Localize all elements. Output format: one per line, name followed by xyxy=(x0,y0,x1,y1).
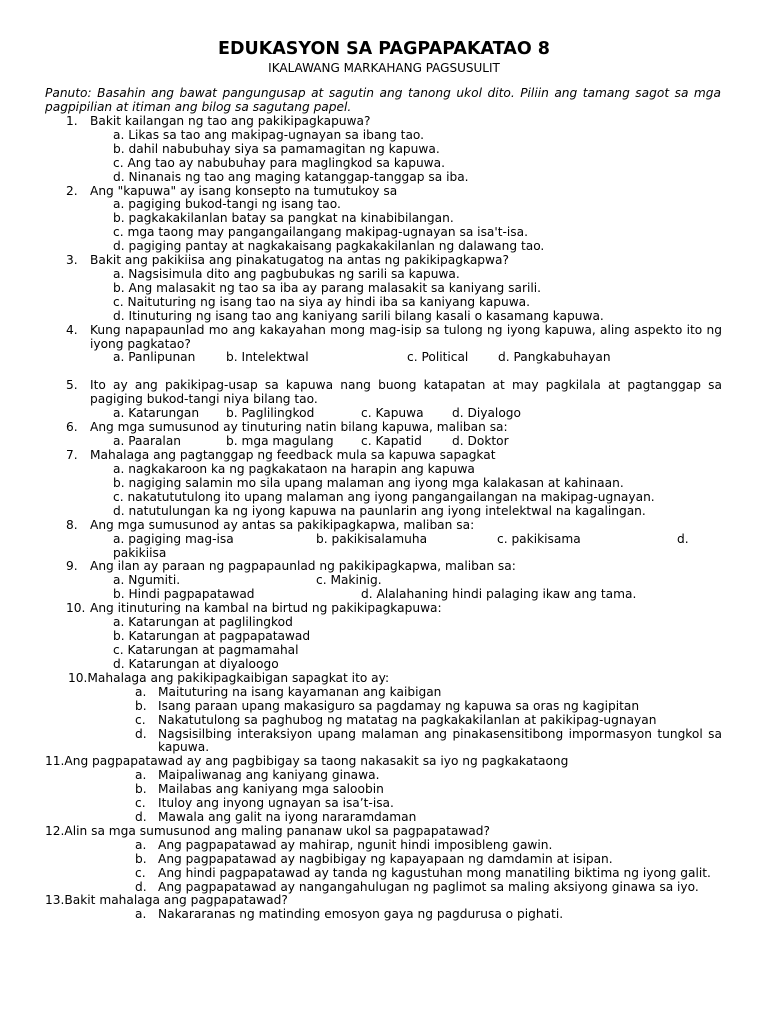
question-number: 13. xyxy=(45,893,65,908)
option: a. Katarungan xyxy=(113,406,200,421)
option: c. Katarungan at pagmamahal xyxy=(113,643,299,658)
question-text: Ang itinuturing na kambal na birtud ng pakikipagkapuwa: xyxy=(90,601,442,616)
option xyxy=(0,783,722,797)
question-number: 9. xyxy=(66,559,78,574)
option: c. Kapuwa xyxy=(361,406,424,421)
question-text: Ang "kapuwa" ay isang konsepto na tumutukoy sa xyxy=(90,183,398,198)
question-number: 12. xyxy=(45,823,65,838)
option-continued: pakikiisa xyxy=(113,545,167,560)
question-1 xyxy=(0,115,722,129)
question-number: 7. xyxy=(66,448,78,463)
question-number: 2. xyxy=(66,183,78,198)
option xyxy=(0,908,722,922)
option: c. Ang tao ay nabubuhay para maglingkod sa kapuwa. xyxy=(113,155,445,170)
question-text: Alin sa mga sumusunod ang maling pananaw ukol sa pagpapatawad? xyxy=(64,823,490,838)
option-letter: b. xyxy=(135,851,147,866)
question-text: Ang mga sumusunod ay antas sa pakikipagkapwa, maliban sa: xyxy=(90,517,475,532)
option-text: Ang pagpapatawad ay nangangahulugan ng paglimot sa maling aksiyong ginawa sa iyo. xyxy=(158,879,699,894)
question-text: Mahalaga ang pagtanggap ng feedback mula sa kapuwa sapagkat xyxy=(90,448,496,463)
option-letter: c. xyxy=(135,796,146,811)
question-text: Ang pagpapatawad ay ang pagbibigay sa taong nakasakit sa iyo ng pagkakataong xyxy=(64,754,569,769)
option: b. Paglilingkod xyxy=(226,406,315,421)
option xyxy=(0,700,722,714)
option-letter: b. xyxy=(135,698,147,713)
option-row xyxy=(0,533,768,547)
option: b. Katarungan at pagpapatawad xyxy=(113,629,311,644)
option: a. nagkakaroon ka ng pagkakataon na harapin ang kapuwa xyxy=(113,462,475,477)
option: c. Kapatid xyxy=(361,434,422,449)
question-list xyxy=(0,115,768,922)
option-letter: a. xyxy=(135,907,147,922)
page-subtitle: IKALAWANG MARKAHANG PAGSUSULIT xyxy=(268,61,500,75)
option-text: Ang pagpapatawad ay nagbibigay ng kapayapaan ng damdamin at isipan. xyxy=(158,851,613,866)
option-letter: c. xyxy=(135,865,146,880)
option-row xyxy=(0,588,768,602)
option xyxy=(0,797,722,811)
option-text: Isang paraan upang makasiguro sa pagdamay ng kapuwa sa oras ng kagipitan xyxy=(158,698,640,713)
question-8 xyxy=(0,519,722,533)
question-10 xyxy=(0,602,722,616)
option-text: Nagsisilbing interaksiyon upang malaman ang pinakasensitibong impormasyon tungkol sa kapuwa. xyxy=(158,726,722,755)
option: d. Alalahaning hindi palaging ikaw ang tama. xyxy=(361,587,637,602)
question-2 xyxy=(0,185,722,199)
question-12 xyxy=(0,825,722,839)
option: b. pakikisalamuha xyxy=(316,531,428,546)
option: b. Ang malasakit ng tao sa iba ay parang malasakit sa kaniyang sarili. xyxy=(113,280,542,295)
question-text: Kung napapaunlad mo ang kakayahan mong mag-isip sa tulong ng iyong kapuwa, aling aspekto ito ng iyong pagkatao? xyxy=(90,322,722,351)
option-text: Ang pagpapatawad ay mahirap, ngunit hindi imposibleng gawin. xyxy=(158,837,553,852)
option: b. pagkakakilanlan batay sa pangkat na kinabibilangan. xyxy=(113,211,454,226)
option: d. natutulungan ka ng iyong kapuwa na paunlarin ang iyong intelektwal na kagalingan. xyxy=(113,503,646,518)
option-text: Mawala ang galit na iyong nararamdaman xyxy=(158,809,417,824)
question-text: Ito ay ang pakikipag-usap sa kapuwa nang buong katapatan at may pagkilala at pagtanggap sa pagiging bukod-tangi niya bilang tao. xyxy=(90,378,722,407)
option: a. Nagsisimula dito ang pagbubukas ng sarili sa kapuwa. xyxy=(113,266,460,281)
question-number: 10. xyxy=(66,601,86,616)
option: d. pagiging pantay at nagkakaisang pagkakakilanlan ng dalawang tao. xyxy=(113,239,545,254)
option-letter: b. xyxy=(135,782,147,797)
option-row xyxy=(0,435,768,449)
question-13 xyxy=(0,894,722,908)
option-text: Ituloy ang inyong ugnayan sa isa’t-isa. xyxy=(158,796,394,811)
question-text: Ang mga sumusunod ay tinuturing natin bilang kapuwa, maliban sa: xyxy=(90,420,508,435)
option: a. Paaralan xyxy=(113,434,182,449)
question-5 xyxy=(0,379,722,407)
question-number: 8. xyxy=(66,517,78,532)
option-text: Maituturing na isang kayamanan ang kaibigan xyxy=(158,684,442,699)
option: a. pagiging mag-isa xyxy=(113,531,234,546)
option-letter: c. xyxy=(135,712,146,727)
option: d. xyxy=(677,531,689,546)
option: c. Makinig. xyxy=(316,573,382,588)
question-text: Ang ilan ay paraan ng pagpapaunlad ng pakikipagkapwa, maliban sa: xyxy=(90,559,516,574)
question-number: 4. xyxy=(66,322,78,337)
question-6 xyxy=(0,421,722,435)
option-letter: a. xyxy=(135,837,147,852)
question-text: Mahalaga ang pakikipagkaibigan sapagkat ito ay: xyxy=(87,670,390,685)
question-11 xyxy=(0,755,722,769)
option xyxy=(0,839,722,853)
question-number: 3. xyxy=(66,253,78,268)
option-text: Nakararanas ng matinding emosyon gaya ng pagdurusa o pighati. xyxy=(158,907,564,922)
option: d. Doktor xyxy=(452,434,509,449)
question-4 xyxy=(0,324,722,352)
question-number: 6. xyxy=(66,420,78,435)
option xyxy=(0,728,722,756)
option xyxy=(0,853,722,867)
option-text: Mailabas ang kaniyang mga saloobin xyxy=(158,782,384,797)
option: a. Ngumiti. xyxy=(113,573,181,588)
option xyxy=(0,714,722,728)
option: a. Likas sa tao ang makipag-ugnayan sa ibang tao. xyxy=(113,127,425,142)
question-text: Bakit mahalaga ang pagpapatawad? xyxy=(64,893,288,908)
option: a. pagiging bukod-tangi ng isang tao. xyxy=(113,197,341,212)
option: d. Pangkabuhayan xyxy=(498,350,611,365)
option xyxy=(0,686,722,700)
option-row xyxy=(0,574,768,588)
option-row xyxy=(0,407,768,421)
spacer xyxy=(0,365,768,379)
option-text: Nakatutulong sa paghubog ng matatag na pagkakakilanlan at pakikipag-ugnayan xyxy=(158,712,657,727)
question-3 xyxy=(0,254,722,268)
question-text: Bakit ang pakikiisa ang pinakatugatog na antas ng pakikipagkapwa? xyxy=(90,253,509,268)
question-number: 5. xyxy=(66,378,78,393)
option: a. Katarungan at paglilingkod xyxy=(113,615,293,630)
question-9 xyxy=(0,560,722,574)
instructions: Panuto: Basahin ang bawat pangungusap at sagutin ang tanong ukol dito. Piliin ang tamang sagot sa mga pagpipilian at itiman ang bilog sa sagutang papel. xyxy=(45,86,721,114)
option xyxy=(0,881,722,895)
option-text: Ang hindi pagpapatawad ay tanda ng kagustuhan mong manatiling biktima ng iyong galit. xyxy=(158,865,711,880)
option-letter: a. xyxy=(135,684,147,699)
option: d. Itinuturing ng isang tao ang kaniyang sarili bilang kasali o kasamang kapuwa. xyxy=(113,308,604,323)
option: c. mga taong may pangangailangang makipag-ugnayan sa isa't-isa. xyxy=(113,225,528,240)
question-number: 11. xyxy=(45,754,65,769)
option: b. nagiging salamin mo sila upang malaman ang iyong mga kalakasan at kahinaan. xyxy=(113,475,624,490)
option: c. Naituturing ng isang tao na siya ay hindi iba sa kaniyang kapuwa. xyxy=(113,294,531,309)
option: a. Panlipunan xyxy=(113,350,196,365)
question-10-second xyxy=(0,672,722,686)
question-7 xyxy=(0,449,722,463)
question-text: Bakit kailangan ng tao ang pakikipagkapuwa? xyxy=(90,114,371,128)
option-letter: d. xyxy=(135,809,147,824)
option-row xyxy=(0,351,768,365)
option: b. Hindi pagpapatawad xyxy=(113,587,255,602)
option: b. dahil nabubuhay siya sa pamamagitan ng kapuwa. xyxy=(113,141,440,156)
option-letter: d. xyxy=(135,726,147,741)
option: d. Katarungan at diyaloogo xyxy=(113,657,279,671)
option: d. Ninanais ng tao ang maging katanggap-tanggap sa iba. xyxy=(113,169,469,184)
option: c. pakikisama xyxy=(497,531,581,546)
option: b. Intelektwal xyxy=(226,350,309,365)
option xyxy=(0,811,722,825)
option: c. Political xyxy=(407,350,469,365)
option xyxy=(0,769,722,783)
question-number: 1. xyxy=(66,114,78,128)
option-letter: d. xyxy=(135,879,147,894)
option: c. nakatututulong ito upang malaman ang iyong pangangailangan na makipag-ugnayan. xyxy=(113,489,655,504)
option-text: Maipaliwanag ang kaniyang ginawa. xyxy=(158,768,380,783)
option: d. Diyalogo xyxy=(452,406,521,421)
option xyxy=(0,867,722,881)
option-letter: a. xyxy=(135,768,147,783)
page-title: EDUKASYON SA PAGPAPAKATAO 8 xyxy=(218,39,550,59)
question-number: 10. xyxy=(68,670,88,685)
option: b. mga magulang xyxy=(226,434,334,449)
